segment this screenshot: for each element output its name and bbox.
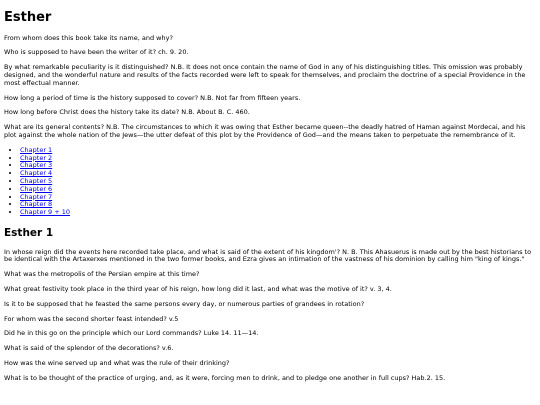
section-paragraph: What great festivity took place in the third year of his reign, how long did it last, and what was the motive of it? v. 3, 4.: [4, 284, 392, 293]
chapter-link-5[interactable]: Chapter 5: [20, 176, 53, 185]
intro-paragraph: Who is supposed to have been the writer of it? ch. 9. 20.: [4, 48, 189, 57]
section-paragraph: Did he in this go on the principle which our Lord commands? Luke 14. 11—14.: [4, 329, 259, 338]
section-paragraph: What was the metropolis of the Persian empire at this time?: [4, 270, 200, 279]
chapter-link-7[interactable]: Chapter 7: [20, 192, 53, 201]
intro-paragraph: How long before Christ does the history take its date? N.B. About B. C. 460.: [4, 108, 250, 117]
chapter-list: [4, 147, 536, 217]
list-item: [20, 186, 536, 194]
chapter-link-2[interactable]: Chapter 2: [20, 153, 53, 162]
list-item: [20, 155, 536, 163]
list-item: [20, 209, 536, 217]
section-paragraph: What is to be thought of the practice of urging, and, as it were, forcing men to drink, and to pledge one another in full cups? Hab.2. 15.: [4, 373, 446, 382]
list-item: [20, 147, 536, 155]
chapter-link-1[interactable]: Chapter 1: [20, 145, 53, 154]
intro-paragraph: By what remarkable peculiarity is it distinguished? N.B. It does not once contain the name of God in any of his distinguishing titles. This omission was probably designed, and the wonderful nature and results of the facts recorded were left to speak for themselves, and proclaim the doctrine of a special Providence in the most effectual manner.: [4, 63, 526, 87]
chapter-link-9-10[interactable]: Chapter 9 + 10: [20, 208, 71, 217]
chapter-link-8[interactable]: Chapter 8: [20, 200, 53, 209]
section-paragraph: What is said of the splendor of the decorations? v.6.: [4, 344, 174, 353]
list-item: [20, 162, 536, 170]
section-paragraph: Is it to be supposed that he feasted the same persons every day, or numerous parties of grandees in rotation?: [4, 299, 365, 308]
section-heading: Esther 1: [4, 226, 54, 239]
list-item: [20, 194, 536, 202]
section-paragraph: For whom was the second shorter feast intended? v.5: [4, 314, 179, 323]
chapter-link-4[interactable]: Chapter 4: [20, 169, 53, 178]
page-title: Esther: [4, 10, 52, 25]
intro-paragraph: What are its general contents? N.B. The circumstances to which it was owing that Esther became queen--the deadly hatred of Haman against Mordecai, and his plot against the whole nation of the Jews—the utter defeat of this plot by the Providence of God—and the means taken to perpetuate the remembrance of it.: [4, 123, 526, 139]
chapter-link-3[interactable]: Chapter 3: [20, 161, 53, 170]
intro-paragraph: From whom does this book take its name, and why?: [4, 33, 173, 42]
list-item: [20, 178, 536, 186]
list-item: [20, 201, 536, 209]
list-item: [20, 170, 536, 178]
intro-paragraph: How long a period of time is the history supposed to cover? N.B. Not far from fifteen years.: [4, 93, 301, 102]
section-paragraph: In whose reign did the events here recorded take place, and what is said of the extent of his kingdom'? N. B. This Ahasuerus is made out by the best historians to be identical with the Artaxerxes mentioned in the two former books, and Ezra gives an intimation of the vastness of his dominion by calling him "king of kings.": [4, 247, 532, 264]
chapter-link-6[interactable]: Chapter 6: [20, 184, 53, 193]
section-paragraph: How was the wine served up and what was the rule of their drinking?: [4, 358, 230, 367]
